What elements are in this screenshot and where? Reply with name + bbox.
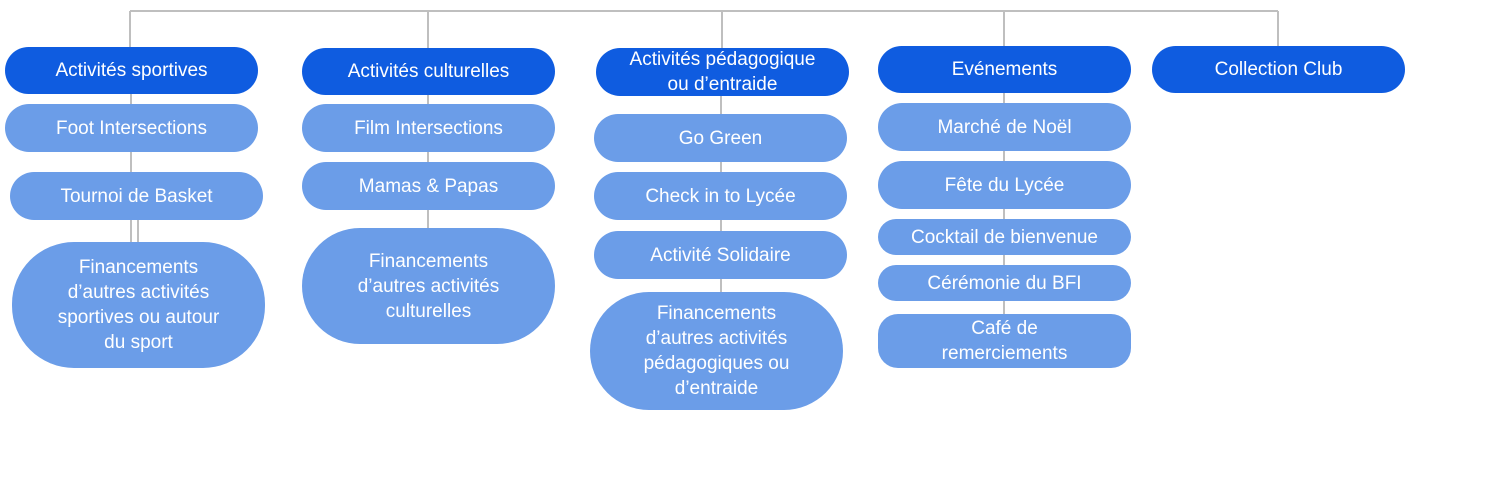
item-go-green: Go Green: [594, 114, 847, 162]
item-cafe-de-remerciements: Café de remerciements: [878, 314, 1131, 368]
item-fete-du-lycee: Fête du Lycée: [878, 161, 1131, 209]
item-foot-intersections: Foot Intersections: [5, 104, 258, 152]
item-film-intersections: Film Intersections: [302, 104, 555, 152]
item-marche-de-noel: Marché de Noël: [878, 103, 1131, 151]
item-financements-pedagogiques: Financements d’autres activités pédagogiques ou d’entraide: [590, 292, 843, 410]
item-financements-culturelles: Financements d’autres activités culturelles: [302, 228, 555, 344]
item-cocktail-de-bienvenue: Cocktail de bienvenue: [878, 219, 1131, 255]
header-evenements: Evénements: [878, 46, 1131, 93]
item-activite-solidaire: Activité Solidaire: [594, 231, 847, 279]
header-activites-culturelles: Activités culturelles: [302, 48, 555, 95]
header-activites-pedagogique: Activités pédagogique ou d’entraide: [596, 48, 849, 96]
item-financements-sportives: Financements d’autres activités sportives ou autour du sport: [12, 242, 265, 368]
item-mamas-papas: Mamas & Papas: [302, 162, 555, 210]
item-tournoi-de-basket: Tournoi de Basket: [10, 172, 263, 220]
item-check-in-to-lycee: Check in to Lycée: [594, 172, 847, 220]
item-ceremonie-du-bfi: Cérémonie du BFI: [878, 265, 1131, 301]
header-activites-sportives: Activités sportives: [5, 47, 258, 94]
header-collection-club: Collection Club: [1152, 46, 1405, 93]
